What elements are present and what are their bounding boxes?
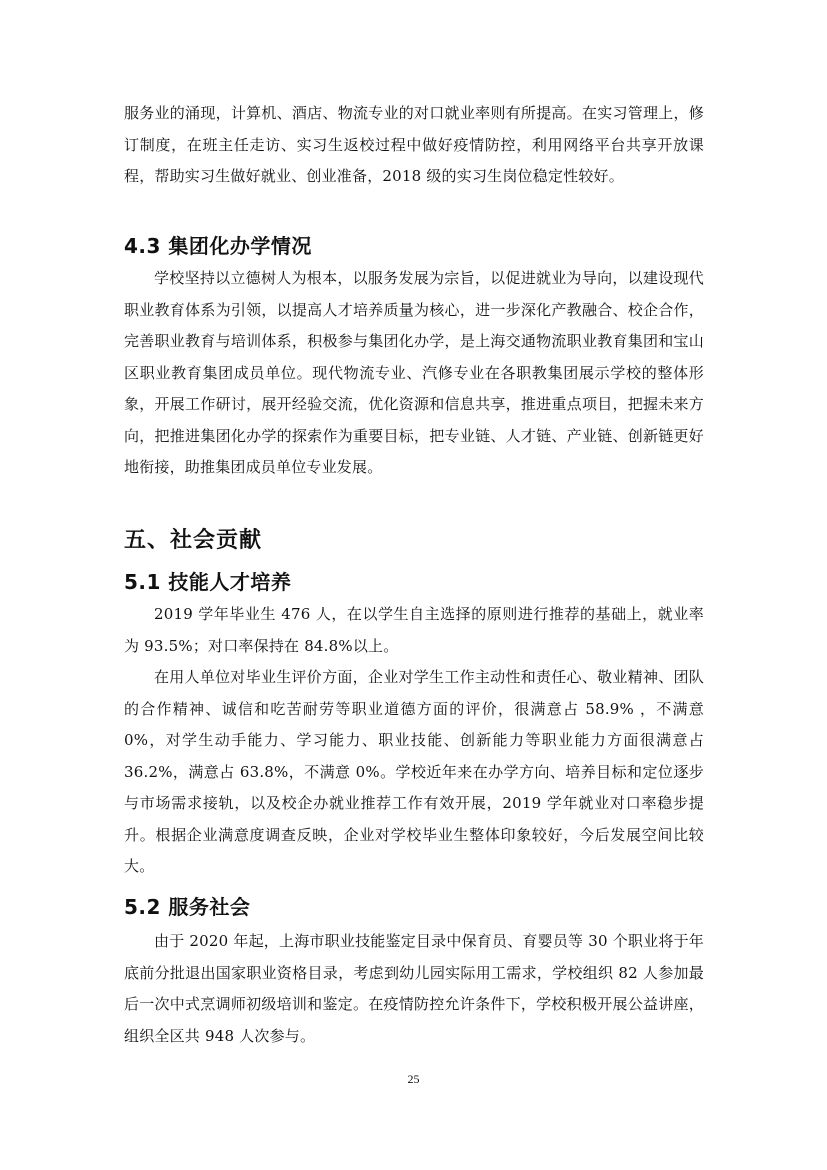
intro-paragraph: 服务业的涌现，计算机、酒店、物流专业的对口就业率则有所提高。在实习管理上，修订制度，在班主任走访、实习生返校过程中做好疫情防控，利用网络平台共享开放课程，帮助实习生做好就业、创业准备，2018 级的实习生岗位稳定性较好。 (124, 104, 704, 185)
section-5-2-heading: 5.2 服务社会 (124, 895, 251, 919)
section-4-3-heading: 4.3 集团化办学情况 (124, 234, 312, 258)
section-5-1-heading: 5.1 技能人才培养 (124, 570, 292, 594)
intro-block (124, 98, 704, 193)
section-5-1-body (124, 599, 704, 883)
chapter-5-heading: 五、社会贡献 (124, 528, 263, 553)
section-4-3-body (124, 263, 704, 484)
page-number: 25 (407, 1072, 420, 1086)
section-5-2-paragraph: 由于 2020 年起，上海市职业技能鉴定目录中保育员、育婴员等 30 个职业将于年底前分批退出国家职业资格目录，考虑到幼儿园实际用工需求，学校组织 82 人参加最后一次中式烹调师初级培训和鉴定。在疫情防控允许条件下，学校积极开展公益讲座，组织全区共 948 人次参与。 (124, 932, 704, 1045)
section-5-2-body (124, 926, 704, 1052)
section-4-3-paragraph: 学校坚持以立德树人为根本，以服务发展为宗旨，以促进就业为导向，以建设现代职业教育体系为引领，以提高人才培养质量为核心，进一步深化产教融合、校企合作，完善职业教育与培训体系，积极参与集团化办学，是上海交通物流职业教育集团和宝山区职业教育集团成员单位。现代物流专业、汽修专业在各职教集团展示学校的整体形象，开展工作研讨，展开经验交流，优化资源和信息共享，推进重点项目，把握未来方向，把推进集团化办学的探索作为重要目标，把专业链、人才链、产业链、创新链更好地衔接，助推集团成员单位专业发展。 (124, 269, 704, 476)
section-5-1-paragraph-2: 在用人单位对毕业生评价方面，企业对学生工作主动性和责任心、敬业精神、团队的合作精神、诚信和吃苦耐劳等职业道德方面的评价，很满意占 58.9% ，不满意 0%，对学生动手能力、学习能力、职业技能、创新能力等职业能力方面很满意占 36.2%，满意占 63.8%，不满意 0%。学校近年来在办学方向、培养目标和定位逐步与市场需求接轨，以及校企办就业推荐工作有效开展，2019 学年就业对口率稳步提升。根据企业满意度调查反映，企业对学校毕业生整体印象较好，今后发展空间比较大。 (124, 668, 704, 875)
section-5-1-paragraph-1: 2019 学年毕业生 476 人，在以学生自主选择的原则进行推荐的基础上，就业率为 93.5%；对口率保持在 84.8%以上。 (124, 605, 704, 655)
